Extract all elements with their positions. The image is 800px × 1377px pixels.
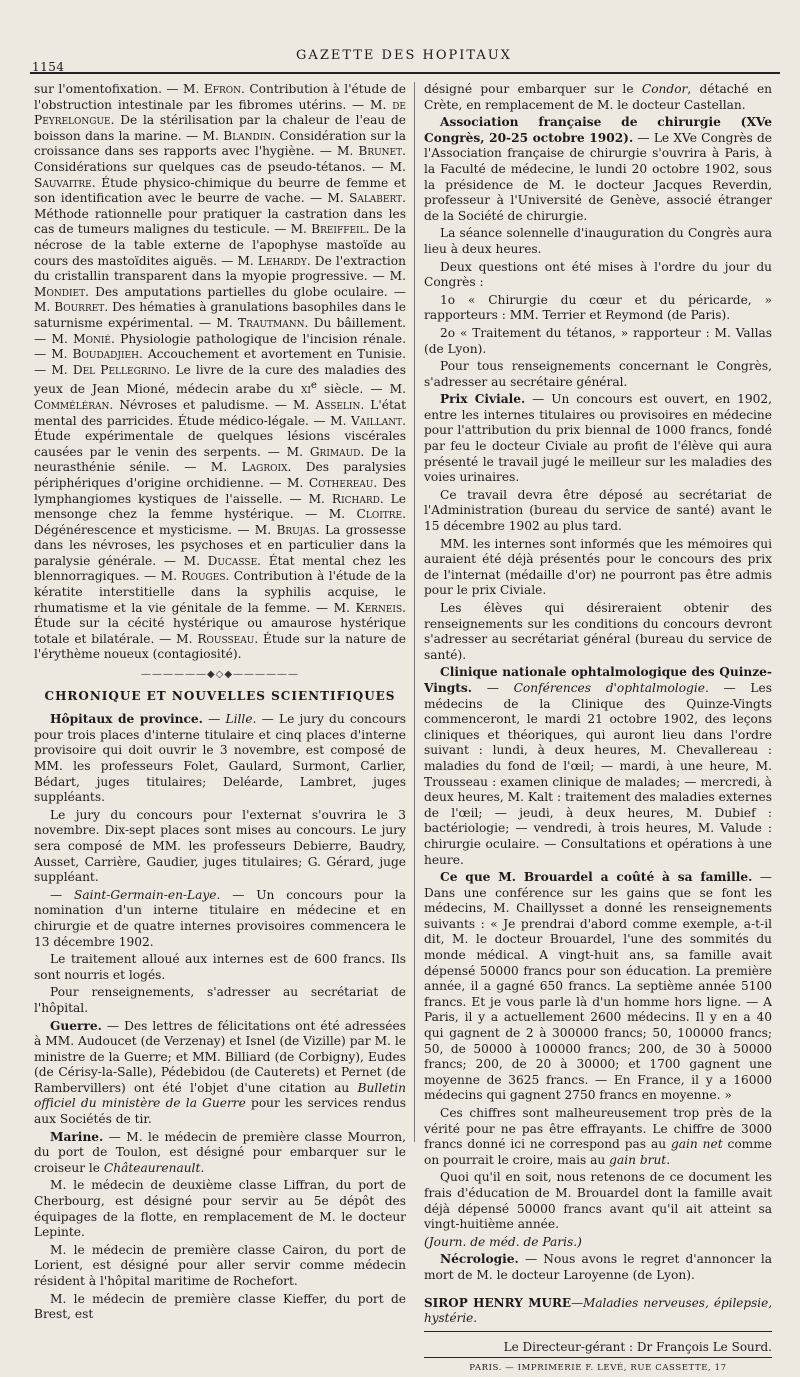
- ornament-divider: ——————◆◇◆——————: [140, 669, 300, 681]
- association-chirurgie-paragraph: Association française de chirurgie (XVe Congrès, 20-25 octobre 1902). — Le XVe Congrès de l'Association française de chirurgie s'ouvrira à Paris, à la Faculté de médecine, le lundi 20 octobre 1902, sous la présidence de M. le docteur Jacques Reverdin, professeur à l'Université de Genève, associé étranger de la Société de chirurgie.: [424, 115, 772, 223]
- ad-rule: [424, 1331, 772, 1332]
- marine-liffran-paragraph: M. le médecin de deuxième classe Liffran, du port de Cherbourg, est désigné pour servir au 5e dépôt des équipages de la flotte, en remplacement de M. le docteur Lepinte.: [34, 1178, 406, 1240]
- externat-paragraph: Le jury du concours pour l'externat s'ouvrira le 3 novembre. Dix-sept places sont mises au concours. Le jury sera composé de MM. les professeurs Debierre, Baudry, Ausset, Carrière, Gaudier, juges titulaires; G. Gérard, juge suppléant.: [34, 807, 406, 885]
- prix-civiale-paragraph: Prix Civiale. — Un concours est ouvert, en 1902, entre les internes titulaires ou provisoires en médecine pour l'attribution du prix biennal de 1000 francs, fondé par feu le docteur Civiale au profit de l'élève qui aura présenté le travail jugé le meilleur sur les maladies des voies urinaires.: [424, 392, 773, 485]
- chiffres-paragraph: Ces chiffres sont malheureusement trop près de la vérité pour ne pas être effrayants. Le chiffre de 3000 francs donné ici ne correspond pas au gain net comme on pourrait le croire, mais au gain brut.: [424, 1106, 772, 1167]
- education-paragraph: Quoi qu'il en soit, nous retenons de ce document les frais d'éducation de M. Brouardel dont la famille avait déjà dépensé 50000 francs avant qu'il ait atteint sa vingt-huitième année.: [424, 1170, 772, 1232]
- running-title: GAZETTE DES HOPITAUX: [296, 48, 512, 63]
- sirop-advertisement: SIROP HENRY MURE—Maladies nerveuses, épilepsie, hystérie.: [424, 1295, 773, 1326]
- saint-germain-paragraph: — Saint-Germain-en-Laye. — Un concours pour la nomination d'un interne titulaire en médecine et en chirurgie et de quatre internes provisoires commencera le 13 décembre 1902.: [34, 887, 406, 949]
- director-signature: Le Directeur-gérant : Dr François Le Sourd.: [424, 1340, 772, 1359]
- necrologie-paragraph: Nécrologie. — Nous avons le regret d'annoncer la mort de M. le docteur Laroyenne (de Lyon).: [424, 1252, 772, 1282]
- column-divider: [414, 82, 415, 1142]
- printer-imprint: PARIS. — IMPRIMERIE F. LEVÉ, RUE CASSETTE, 17: [469, 1363, 727, 1374]
- clinique-quinze-vingts-paragraph: Clinique nationale ophtalmologique des Quinze-Vingts. — Conférences d'ophtalmologie. — Les médecins de la Clinique des Quinze-Vingts commenceront, le mardi 21 octobre 1902, des leçons cliniques et théoriques, qui auront lieu dans l'ordre suivant : lundi, à deux heures, M. Chevallereau : maladies du fond de l'œil; — mardi, à une heure, M. Trousseau : examen clinique de malades; — mercredi, à deux heures, M. Kalt : traitement des maladies externes de l'œil; — jeudi, à deux heures, M. Dubief : bactériologie; — vendredi, à trois heures, M. Valude : chirurgie oculaire. — Consultations et opérations à une heure.: [424, 665, 772, 867]
- prix-eleves-paragraph: Les élèves qui désireraient obtenir des renseignements sur les conditions du concours devront s'adresser au secrétariat général (bureau du service de santé).: [424, 601, 772, 662]
- prix-depot-paragraph: Ce travail devra être déposé au secrétariat de l'Administration (bureau du service de santé) avant le 15 décembre 1902 au plus tard.: [424, 487, 772, 534]
- left-column: [34, 82, 406, 1325]
- marine-paragraph: Marine. — M. le médecin de première classe Mourron, du port de Toulon, est désigné pour embarquer sur le croiseur le Châteaurenault.: [34, 1129, 406, 1175]
- marine-cairon-paragraph: M. le médecin de première classe Cairon, du port de Lorient, est désigné pour aller servir comme médecin résident à l'hôpital maritime de Rochefort.: [34, 1242, 406, 1288]
- guerre-paragraph: Guerre. — Des lettres de félicitations ont été adressées à MM. Audoucet (de Verzenay) et Isnel (de Vizille) par M. le ministre de la Guerre; et MM. Billiard (de Corbigny), Eudes (de Cérisy-la-Salle), Pédebidou (de Cauterets) et Pernet (de Rambervillers) ont été l'objet d'une citation au Bulletin officiel du ministère de la Guerre pour les services rendus aux Sociétés de tir.: [34, 1018, 406, 1127]
- questions-paragraph: Deux questions ont été mises à l'ordre du jour du Congrès :: [424, 259, 772, 290]
- brouardel-paragraph: Ce que M. Brouardel a coûté à sa famille. — Dans une conférence sur les gains que se font les médecins, M. Chaillysset a donné les renseignements suivants : « Je prendrai d'abord comme exemple, a-t-il dit, M. le docteur Brouardel, l'une des sommités du monde médical. A vingt-huit ans, sa famille avait dépensé 50000 francs pour son éducation. La première année, il a gagné 650 francs. La septième année 5100 francs. Et je vous parle là d'un homme hors ligne. — A Paris, il y a actuellement 2600 médecins. Il y en a 40 qui gagnent de 2 à 300000 francs; 50, 100000 francs; 50, de 50000 à 100000 francs; 200, de 30 à 50000 francs; 200, de 20 à 30000; et 1700 gagnent une moyenne de 3625 francs. — En France, il y a 16000 médecins qui gagnent 2750 francs en moyenne. »: [424, 870, 772, 1103]
- thesis-list-paragraph: sur l'omentofixation. — M. Efron. Contribution à l'étude de l'obstruction intestinale par les fibromes utérins. — M. de Peyrelongue. De la stérilisation par la chaleur de l'eau de boisson dans la marine. — M. Blandin. Considération sur la croissance dans ses rapports avec l'hygiène. — M. Brunet. Considérations sur quelques cas de pseudo-tétanos. — M. Sauvaitre. Étude physico-chimique du beurre de femme et son identification avec le beurre de vache. — M. Salabert. Méthode rationnelle pour pratiquer la castration dans les cas de tumeurs malignes du testicule. — M. Breiffeil. De la nécrose de la table externe de l'apophyse mastoïde au cours des mastoïdites aiguës. — M. Lehardy. De l'extraction du cristallin transparent dans la myopie progressive. — M. Mondiet. Des amputations partielles du globe oculaire. — M. Bourret. Des hématies à granulations basophiles dans le saturnisme expérimental. — M. Trautmann. Du bâillement. — M. Monié. Physiologie pathologique de l'incision rénale. — M. Boudadjieh. Accouchement et avortement en Tunisie. — M. Del Pellegrino. Le livre de la cure des maladies des yeux de Jean Mioné, médecin arabe du $xi^e$ siècle. — M. Comméléran. Névroses et paludisme. — M. Asselin. L'état mental des parricides. Étude médico-légale. — M. Vaillant. Étude expérimentale de quelques lésions viscérales causées par le venin des serpents. — M. Grimaud. De la neurasthénie sénile. — M. Lagroix. Des paralysies périphériques d'origine orchidienne. — M. Cothereau. Des lymphangiomes kystiques de l'aisselle. — M. Richard. Le mensonge chez la femme hystérique. — M. Cloitre. Dégénérescence et mysticisme. — M. Brujas. La grossesse dans les névroses, les psychoses et en particulier dans la paralysie générale. — M. Ducasse. État mental chez les blennorragiques. — M. Rouges. Contribution à l'étude de la kératite interstitielle dans la syphilis acquise, le rhumatisme et la vie génitale de la femme. — M. Kerneis. Étude sur la cécité hystérique ou amaurose hystérique totale et bilatérale. — M. Rousseau. Étude sur la nature de l'érythème noueux (contagiosité).: [34, 82, 407, 662]
- header-rule: [30, 72, 780, 74]
- page-header: [28, 46, 780, 74]
- marine-kieffer-paragraph: M. le médecin de première classe Kieffer, du port de Brest, est: [34, 1291, 406, 1322]
- source-citation: (Journ. de méd. de Paris.): [424, 1234, 582, 1249]
- prix-memoires-paragraph: MM. les internes sont informés que les mémoires qui auraient été déjà présentés pour le concours des prix de l'internat (médaille d'or) ne pourront pas être admis pour le prix Civiale.: [424, 536, 772, 598]
- condor-paragraph: désigné pour embarquer sur le Condor, détaché en Crète, en remplacement de M. le docteur Castellan.: [424, 82, 773, 112]
- hopitaux-province-paragraph: Hôpitaux de province. — Lille. — Le jury du concours pour trois places d'interne titulaire et cinq places d'interne provisoire qui doit ouvrir le 3 novembre, est composé de MM. les professeurs Folet, Gaulard, Surmont, Carlier, Bédart, juges titulaires; Deléarde, Lambret, juges suppléants.: [34, 712, 406, 805]
- traitement-paragraph: Le traitement alloué aux internes est de 600 francs. Ils sont nourris et logés.: [34, 952, 406, 982]
- question-one: 1o « Chirurgie du cœur et du péricarde, » rapporteurs : MM. Terrier et Reymond (de Paris).: [424, 292, 772, 323]
- question-two: 2o « Traitement du tétanos, » rapporteur : M. Vallas (de Lyon).: [424, 325, 772, 356]
- section-title: CHRONIQUE ET NOUVELLES SCIENTIFIQUES: [44, 688, 396, 703]
- renseignements-paragraph: Pour renseignements, s'adresser au secrétariat de l'hôpital.: [34, 985, 406, 1015]
- page-number: 1154: [32, 60, 65, 74]
- seance-paragraph: La séance solennelle d'inauguration du Congrès aura lieu à deux heures.: [424, 226, 772, 256]
- congres-renseignements: Pour tous renseignements concernant le Congrès, s'adresser au secrétaire général.: [424, 359, 772, 389]
- right-column: [424, 82, 772, 1377]
